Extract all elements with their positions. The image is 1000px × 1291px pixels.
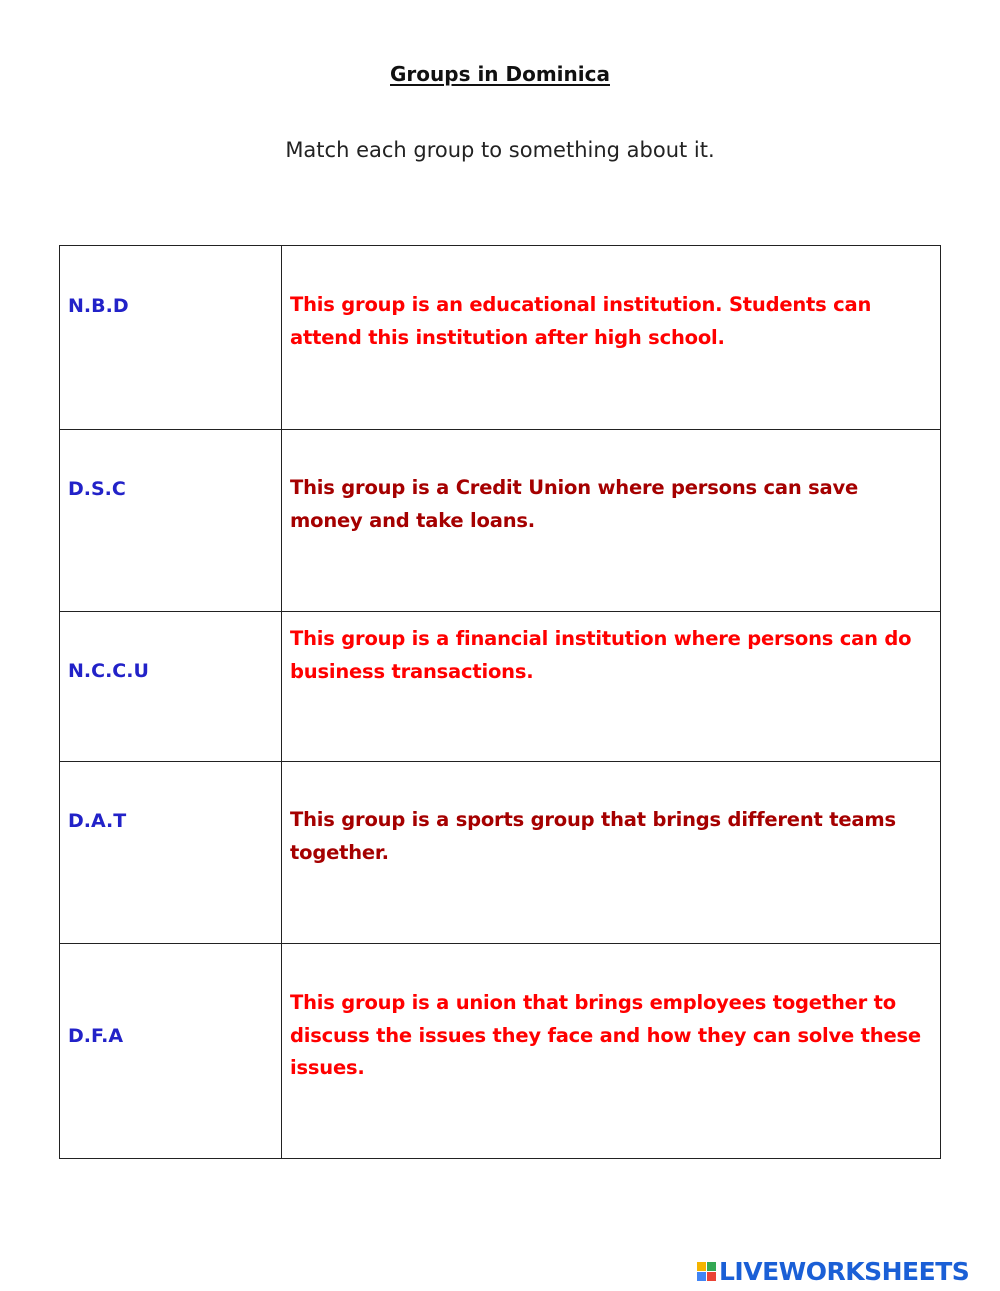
description-cell[interactable] — [282, 246, 941, 430]
logo-square — [707, 1272, 716, 1281]
description-text: This group is a union that brings employees together to discuss the issues they face and how they can solve these issues. — [290, 991, 921, 1079]
logo-square — [697, 1262, 706, 1271]
matching-table — [59, 245, 941, 1159]
group-cell — [60, 612, 282, 762]
description-text: This group is an educational institution. Students can attend this institution after high school. — [290, 293, 872, 349]
description-text: This group is a sports group that brings different teams together. — [290, 808, 896, 864]
table-row — [60, 612, 941, 762]
liveworksheets-logo-icon — [697, 1262, 716, 1281]
group-label: D.A.T — [68, 810, 127, 832]
page-title: Groups in Dominica — [390, 62, 610, 86]
logo-square — [707, 1262, 716, 1271]
group-label: N.B.D — [68, 295, 129, 317]
description-cell[interactable] — [282, 944, 941, 1159]
description-cell[interactable] — [282, 430, 941, 612]
group-cell — [60, 430, 282, 612]
description-cell[interactable] — [282, 612, 941, 762]
group-label: D.S.C — [68, 478, 126, 500]
description-text: This group is a Credit Union where persons can save money and take loans. — [290, 476, 858, 532]
table-row — [60, 762, 941, 944]
instruction-text: Match each group to something about it. — [285, 138, 715, 162]
group-label: D.F.A — [68, 1025, 124, 1047]
brand-name: LIVEWORKSHEETS — [719, 1256, 970, 1286]
logo-square — [697, 1272, 706, 1281]
group-cell — [60, 944, 282, 1159]
table-row — [60, 944, 941, 1159]
group-cell — [60, 246, 282, 430]
table-row — [60, 246, 941, 430]
table-row — [60, 430, 941, 612]
description-text: This group is a financial institution where persons can do business transactions. — [290, 627, 912, 683]
group-cell — [60, 762, 282, 944]
liveworksheets-logo[interactable] — [697, 1256, 969, 1286]
group-label: N.C.C.U — [68, 660, 149, 682]
description-cell[interactable] — [282, 762, 941, 944]
